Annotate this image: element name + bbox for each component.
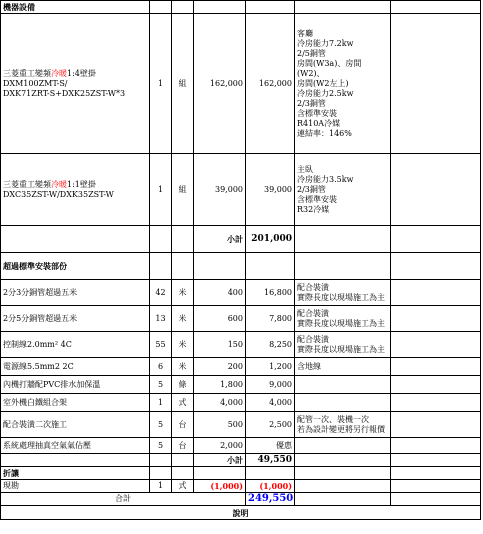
table-row xyxy=(1,332,481,358)
item-unit: 米 xyxy=(172,358,194,376)
item-name: 室外機白鐵組合架 xyxy=(1,394,150,412)
table-row xyxy=(1,280,481,306)
item-qty: 6 xyxy=(150,358,172,376)
item-qty: 5 xyxy=(150,412,172,438)
item-qty: 1 xyxy=(150,480,172,493)
subtotal-label: 小計 xyxy=(194,454,246,467)
item-unit: 台 xyxy=(172,438,194,454)
item-qty: 1 xyxy=(150,14,172,154)
item-amount: 優惠 xyxy=(246,438,295,454)
item-amount: 39,000 xyxy=(246,154,295,226)
item-name: 2分5分銅管超過五米 xyxy=(1,306,150,332)
item-unit: 式 xyxy=(172,394,194,412)
item-remarks xyxy=(295,438,391,454)
item-amount: 9,000 xyxy=(246,376,295,394)
item-price: 500 xyxy=(194,412,246,438)
item-price: 150 xyxy=(194,332,246,358)
item-unit: 米 xyxy=(172,332,194,358)
section-title-discount: 折讓 xyxy=(1,467,150,480)
item-unit: 台 xyxy=(172,412,194,438)
item-price: 4,000 xyxy=(194,394,246,412)
item-remarks: 主臥 冷房能力3.5kw 2/3銅管 含標準安裝 R32冷媒 xyxy=(295,154,391,226)
item-price: 1,800 xyxy=(194,376,246,394)
subtotal-row xyxy=(1,226,481,253)
item-name: 三菱重工變頻冷暖1:4壁掛 DXM100ZMT-S/ DXK71ZRT-S+DXK25ZST-W*3 xyxy=(1,14,150,154)
item-remarks: 客廳 冷房能力7.2kw 2/5銅管 房間(W3a)、房間(W2)、 房間(W2左上) 冷房能力2.5kw 2/3銅管 含標準安裝 R410A冷媒 連結率：146% xyxy=(295,14,391,154)
item-qty: 1 xyxy=(150,154,172,226)
item-unit: 條 xyxy=(172,376,194,394)
table-row xyxy=(1,154,481,226)
section-row-equipment xyxy=(1,1,481,14)
subtotal-value: 201,000 xyxy=(246,226,295,253)
item-qty: 55 xyxy=(150,332,172,358)
item-remarks: 配合裝潢 實際長度以現場施工為主 xyxy=(295,332,391,358)
item-name: 2分3分銅管超過五米 xyxy=(1,280,150,306)
table-row xyxy=(1,14,481,154)
item-qty: 42 xyxy=(150,280,172,306)
item-name: 內機打牆配PVC排水加保溫 xyxy=(1,376,150,394)
item-remarks: 含地線 xyxy=(295,358,391,376)
table-row xyxy=(1,412,481,438)
section-title-equipment: 機器設備 xyxy=(1,1,150,14)
footer-row xyxy=(1,506,481,520)
item-name: 三菱重工變頻冷暖1:1壁掛 DXC35ZST-W/DXK35ZST-W xyxy=(1,154,150,226)
item-amount: 2,500 xyxy=(246,412,295,438)
total-row xyxy=(1,493,481,506)
item-price: 39,000 xyxy=(194,154,246,226)
item-amount: 16,800 xyxy=(246,280,295,306)
item-remarks: 配管一次、裝機一次 若為設計變更將另行報價 xyxy=(295,412,391,438)
item-name: 配合裝潢二次施工 xyxy=(1,412,150,438)
total-value: 249,550 xyxy=(246,493,295,506)
section-row-discount xyxy=(1,467,481,480)
item-qty: 5 xyxy=(150,438,172,454)
item-remarks: 配合裝潢 實際長度以現場施工為主 xyxy=(295,306,391,332)
item-remarks xyxy=(295,394,391,412)
item-amount: 8,250 xyxy=(246,332,295,358)
item-name: 電源線5.5mm2 2C xyxy=(1,358,150,376)
item-unit: 米 xyxy=(172,280,194,306)
item-name: 系統處理抽真空氣氣佔壓 xyxy=(1,438,150,454)
item-price: (1,000) xyxy=(194,480,246,493)
item-amount: 1,200 xyxy=(246,358,295,376)
total-label: 合計 xyxy=(1,493,246,506)
section-title-install: 超過標準安裝部份 xyxy=(1,253,150,280)
footer-label: 說明 xyxy=(1,506,481,520)
section-row-install xyxy=(1,253,481,280)
item-name: 控制線2.0mm² 4C xyxy=(1,332,150,358)
item-remarks xyxy=(295,376,391,394)
item-price: 2,000 xyxy=(194,438,246,454)
table-row xyxy=(1,394,481,412)
item-price: 200 xyxy=(194,358,246,376)
item-unit: 式 xyxy=(172,480,194,493)
item-qty: 5 xyxy=(150,376,172,394)
subtotal-label: 小計 xyxy=(194,226,246,253)
item-price: 400 xyxy=(194,280,246,306)
table-row xyxy=(1,438,481,454)
item-qty: 13 xyxy=(150,306,172,332)
item-unit: 組 xyxy=(172,154,194,226)
table-row xyxy=(1,358,481,376)
subtotal-row xyxy=(1,454,481,467)
item-price: 162,000 xyxy=(194,14,246,154)
item-name: 現勘 xyxy=(1,480,150,493)
table-row xyxy=(1,480,481,493)
table-row xyxy=(1,376,481,394)
subtotal-value: 49,550 xyxy=(246,454,295,467)
item-unit: 組 xyxy=(172,14,194,154)
item-amount: (1,000) xyxy=(246,480,295,493)
item-remarks: 配合裝潢 實際長度以現場施工為主 xyxy=(295,280,391,306)
item-qty: 1 xyxy=(150,394,172,412)
item-amount: 7,800 xyxy=(246,306,295,332)
table-row xyxy=(1,306,481,332)
item-amount: 162,000 xyxy=(246,14,295,154)
item-price: 600 xyxy=(194,306,246,332)
item-amount: 4,000 xyxy=(246,394,295,412)
item-unit: 米 xyxy=(172,306,194,332)
